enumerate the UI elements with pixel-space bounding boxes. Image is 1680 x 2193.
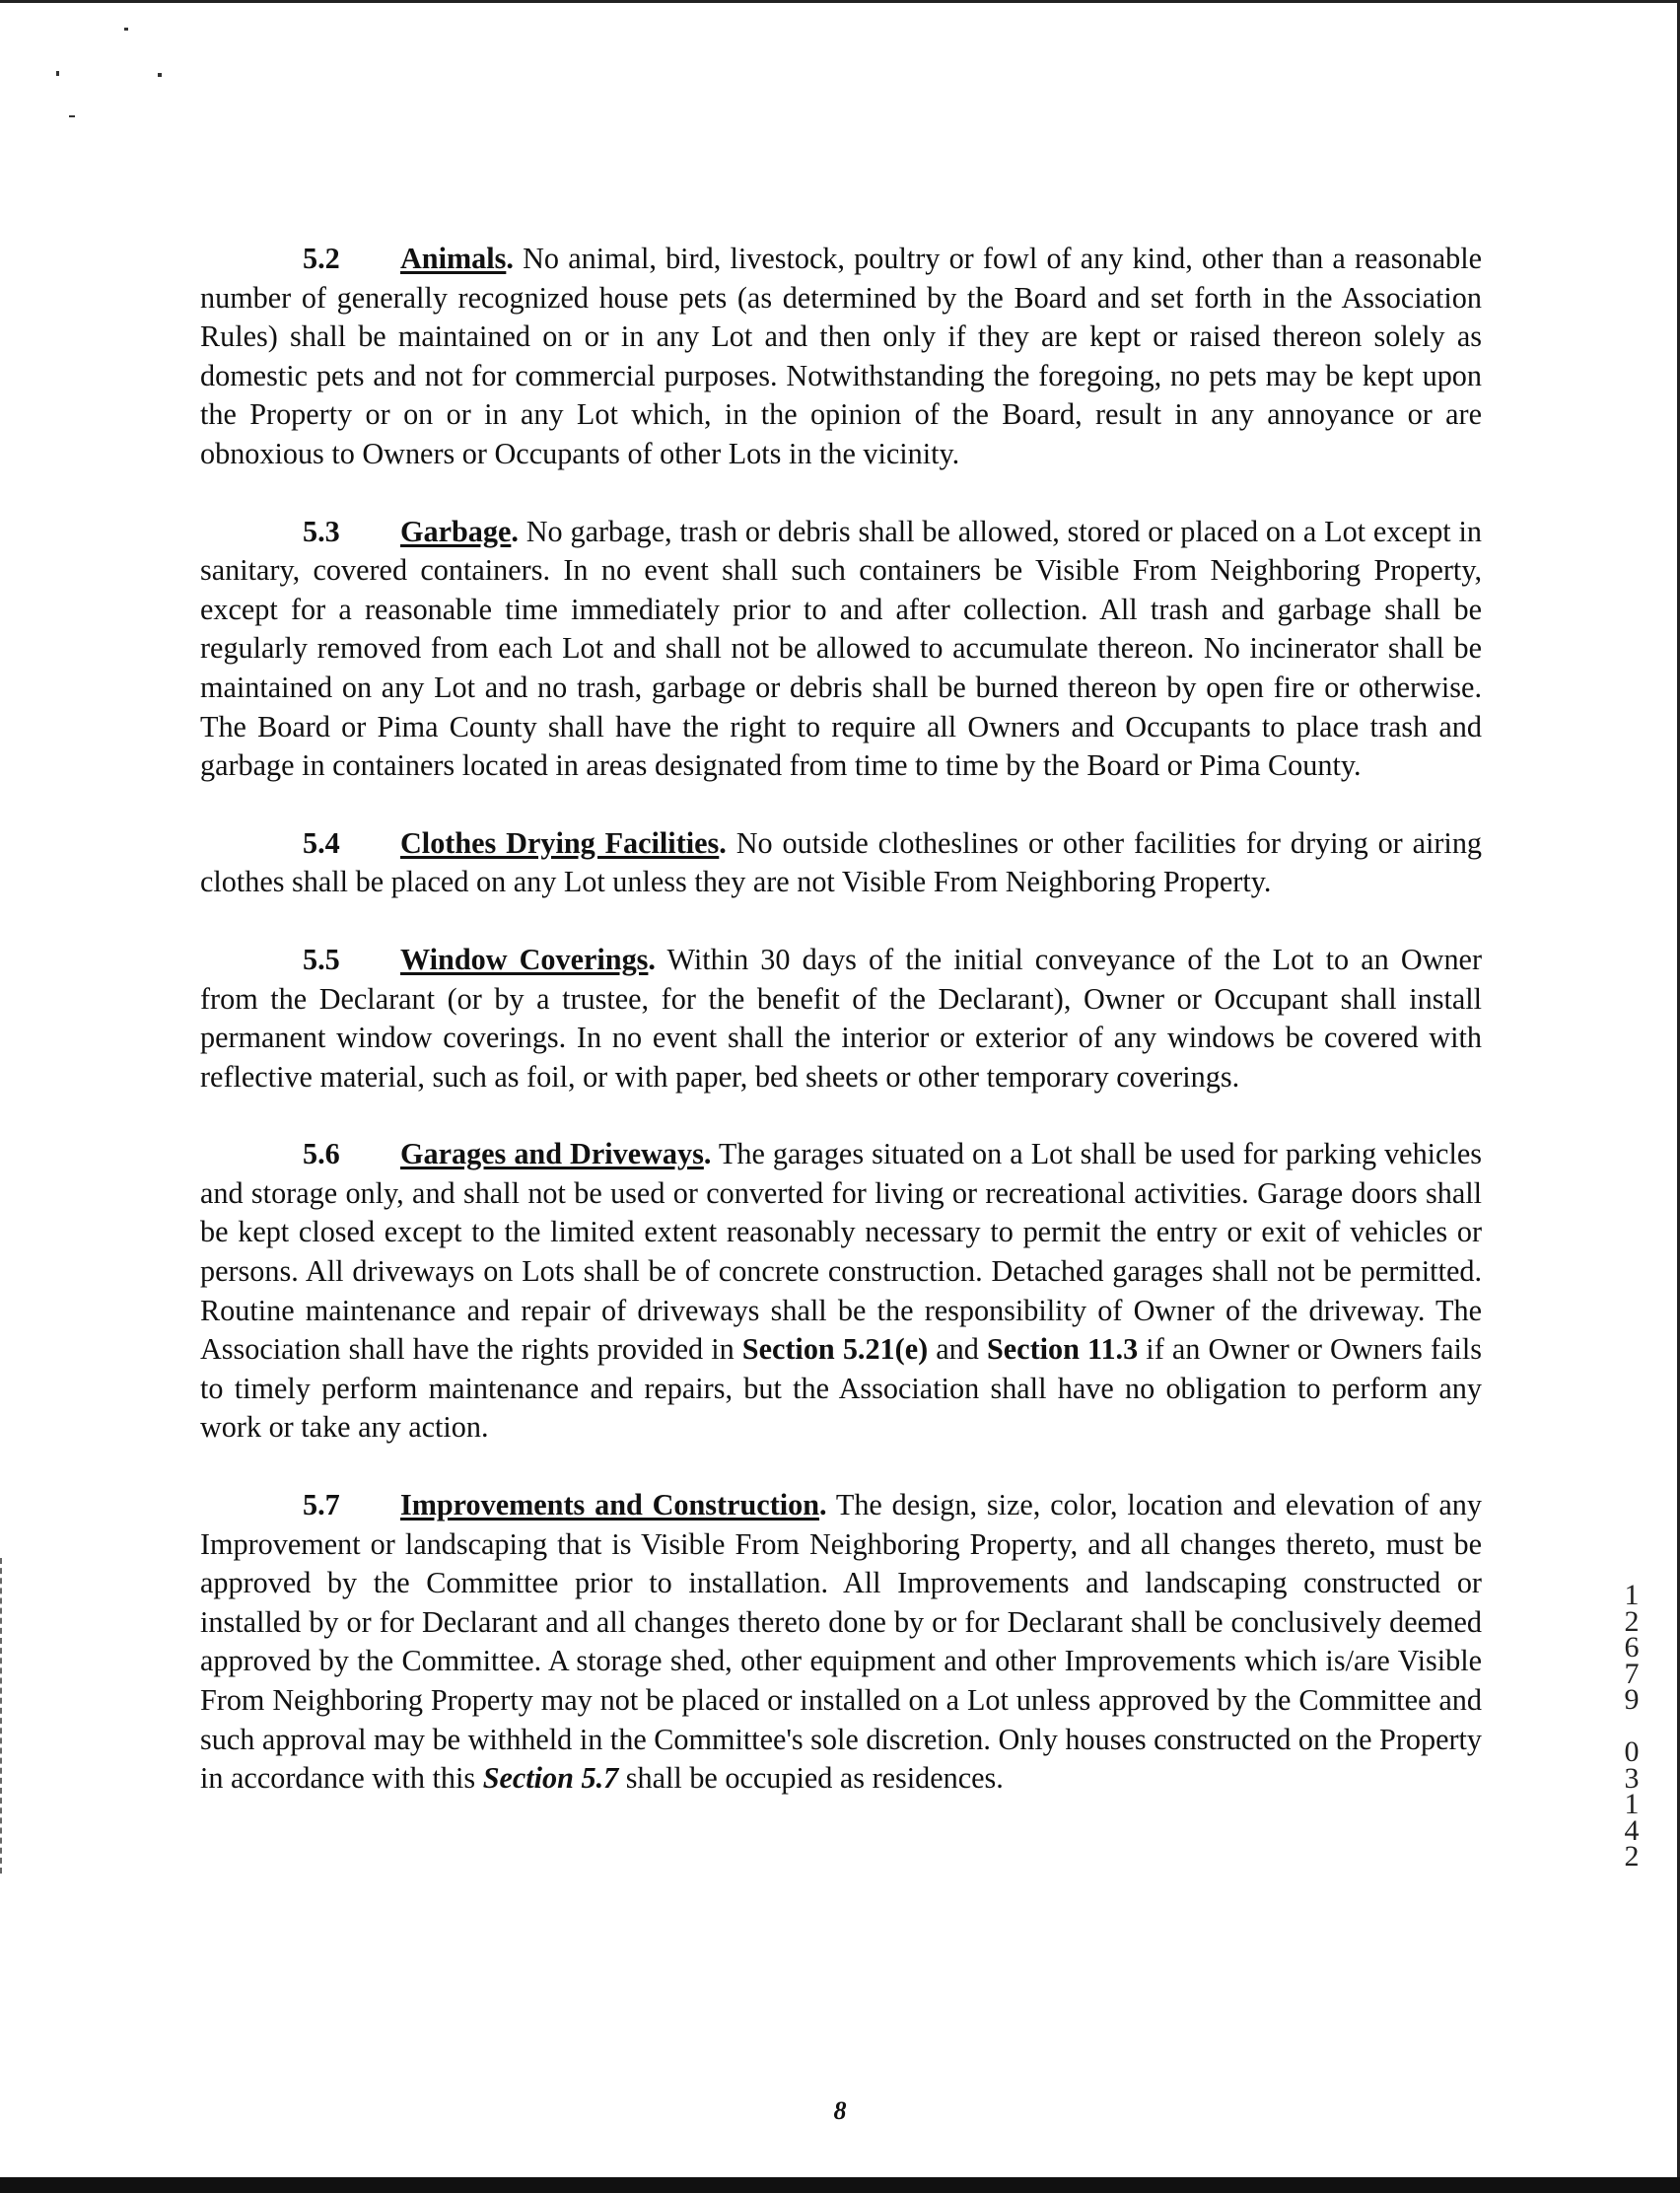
section-number: 5.2 bbox=[303, 242, 340, 275]
page-number: 8 bbox=[833, 2096, 847, 2125]
section-text: and bbox=[928, 1332, 987, 1367]
section-text: No outside clotheslines or other facilities for drying or airing clothes shall be placed on any Lot unless they are not Visible From Neighboring Property. bbox=[200, 825, 1483, 899]
scan-speck bbox=[56, 71, 59, 76]
section-heading: Garages and Driveways bbox=[400, 1137, 704, 1171]
section-number: 5.7 bbox=[303, 1488, 340, 1522]
section-heading: Improvements and Construction bbox=[400, 1488, 820, 1522]
section-text: shall be occupied as residences. bbox=[618, 1761, 1004, 1796]
stamp-digit: 1 bbox=[1624, 1788, 1640, 1820]
document-page bbox=[200, 240, 1482, 1837]
section-text: No animal, bird, livestock, poultry or fowl of any kind, other than a reasonable number of generally recognized house pets (as determined by the Board and set forth in the Association Rules) shall be maintained on or in any Lot and then only if they are kept or raised thereon solely as domestic pets and not for commercial purposes. Notwithstanding the foregoing, no pets may be kept upon the Property or on or in any Lot which, in the opinion of the Board, result in any annoyance or are obnoxious to Owners or Occupants of other Lots in the vicinity. bbox=[200, 242, 1483, 470]
section-text: if an Owner or Owners fails to timely perform maintenance and repairs, but the Association shall have no obligation to perform any work or take any action. bbox=[200, 1332, 1482, 1445]
section-5-4: 5.4 Clothes Drying Facilities. No outside clotheslines or other facilities for drying or airing clothes shall be placed on any Lot unless they are not Visible From Neighboring Property. bbox=[200, 825, 1483, 899]
section-5-6: 5.6 Garages and Driveways. The garages situated on a Lot shall be used for parking vehicles and storage only, and shall not be used or converted for living or recreational activities. Garage doors shall be kept closed except to the limited extent reasonably necessary to permit the entry or exit of vehicles or persons. All driveways on Lots shall be of concrete construction. Detached garages shall not be permitted. Routine maintenance and repair of driveways shall be the responsibility of Owner of the driveway. The Association shall have the rights provided in Section 5.21(e) and Section 11.3 if an Owner or Owners fails to timely perform maintenance and repairs, but the Association shall have no obligation to perform any work or take any action. bbox=[200, 1137, 1482, 1445]
section-5-3: 5.3 Garbage. No garbage, trash or debris shall be allowed, stored or placed on a Lot except in sanitary, covered containers. In no event shall such containers be Visible From Neighboring Property, except for a reasonable time immediately prior to and after collection. All trash and garbage shall be regularly removed from each Lot and shall not be allowed to accumulate thereon. No incinerator shall be maintained on any Lot and no trash, garbage or debris shall be burned thereon by open fire or otherwise. The Board or Pima County shall have the right to require all Owners and Occupants to place trash and garbage in containers located in areas designated from time to time by the Board or Pima County. bbox=[200, 514, 1482, 783]
scan-speck bbox=[158, 73, 162, 77]
stamp-digit: 3 bbox=[1624, 1761, 1640, 1795]
section-number: 5.4 bbox=[303, 825, 340, 860]
section-5-5: 5.5 Window Coverings. Within 30 days of the initial conveyance of the Lot to an Owner from the Declarant (or by a trustee, for the benefit of the Declarant), Owner or Occupant shall install permanent window coverings. In no event shall the interior or exterior of any windows be covered with reflective material, such as foil, or with paper, bed sheets or other temporary coverings. bbox=[200, 942, 1482, 1094]
section-text: Within 30 days of the initial conveyance of the Lot to an Owner from the Declarant (or by a trustee, for the benefit of the Declarant), Owner or Occupant shall install permanent window coverings. In no event shall the interior or exterior of any windows be covered with reflective material, such as foil, or with paper, bed sheets or other temporary coverings. bbox=[200, 942, 1482, 1094]
stamp-digit: 7 bbox=[1624, 1657, 1640, 1690]
scan-edge-marks bbox=[0, 1558, 5, 1874]
section-5-2: 5.2 Animals. No animal, bird, livestock, poultry or fowl of any kind, other than a reasonable number of generally recognized house pets (as determined by the Board and set forth in the Association Rules) shall be maintained on or in any Lot and then only if they are kept or raised thereon solely as domestic pets and not for commercial purposes. Notwithstanding the foregoing, no pets may be kept upon the Property or on or in any Lot which, in the opinion of the Board, result in any annoyance or are obnoxious to Owners or Occupants of other Lots in the vicinity. bbox=[200, 242, 1483, 470]
section-heading: Clothes Drying Facilities bbox=[400, 825, 720, 860]
scan-border-bottom bbox=[0, 2177, 1680, 2193]
section-number: 5.3 bbox=[303, 514, 340, 548]
scan-speck bbox=[69, 115, 75, 117]
stamp-digit: 1 bbox=[1624, 1579, 1640, 1611]
scan-border-top bbox=[0, 0, 1680, 3]
stamp-digit: 9 bbox=[1624, 1683, 1640, 1716]
stamp-digit: 6 bbox=[1624, 1631, 1640, 1663]
scan-speck bbox=[124, 28, 128, 31]
stamp-digit: 2 bbox=[1624, 1840, 1640, 1873]
stamp-digit: 2 bbox=[1624, 1604, 1640, 1638]
stamp-digit: 0 bbox=[1624, 1735, 1640, 1768]
section-5-7: 5.7 Improvements and Construction. The design, size, color, location and elevation of any Improvement or landscaping that is Visible From Neighboring Property, and all changes thereto, must be approved by the Committee prior to installation. All Improvements and landscaping constructed or installed by or for Declarant and all changes thereto done by or for Declarant shall be conclusively deemed approved by the Committee. A storage shed, other equipment and other Improvements which is/are Visible From Neighboring Property may not be placed or installed on a Lot unless approved by the Committee and such approval may be withheld in the Committee's sole discretion. Only houses constructed on the Property in accordance with this Section 5.7 shall be occupied as residences. bbox=[200, 1488, 1482, 1796]
recording-number-stamp bbox=[1614, 1579, 1649, 1873]
section-number: 5.5 bbox=[303, 942, 340, 976]
section-number: 5.6 bbox=[303, 1137, 340, 1171]
section-reference: Section 5.7 bbox=[482, 1761, 619, 1796]
section-heading: Animals bbox=[400, 242, 507, 275]
section-reference: Section 5.21(e) bbox=[741, 1332, 929, 1367]
section-text: No garbage, trash or debris shall be allowed, stored or placed on a Lot except in sanitary, covered containers. In no event shall such containers be Visible From Neighboring Property, except for a reasonable time immediately prior to and after collection. All trash and garbage shall be regularly removed from each Lot and shall not be allowed to accumulate thereon. No incinerator shall be maintained on any Lot and no trash, garbage or debris shall be burned thereon by open fire or otherwise. The Board or Pima County shall have the right to require all Owners and Occupants to place trash and garbage in containers located in areas designated from time to time by the Board or Pima County. bbox=[200, 514, 1482, 783]
section-text: The garages situated on a Lot shall be used for parking vehicles and storage only, and shall not be used or converted for living or recreational activities. Garage doors shall be kept closed except to the limited extent reasonably necessary to permit the entry or exit of vehicles or persons. All driveways on Lots shall be of concrete construction. Detached garages shall not be permitted. Routine maintenance and repair of driveways shall be the responsibility of Owner of the driveway. The Association shall have the rights provided in bbox=[200, 1137, 1482, 1367]
stamp-digit: 4 bbox=[1624, 1813, 1640, 1847]
section-text: The design, size, color, location and elevation of any Improvement or landscaping that is Visible From Neighboring Property, and all changes thereto, must be approved by the Committee prior to installation. All Improvements and landscaping constructed or installed by or for Declarant and all changes thereto done by or for Declarant shall be conclusively deemed approved by the Committee. A storage shed, other equipment and other Improvements which is/are Visible From Neighboring Property may not be placed or installed on a Lot unless approved by the Committee and such approval may be withheld in the Committee's sole discretion. Only houses constructed on the Property in accordance with this bbox=[200, 1488, 1482, 1796]
section-heading: Window Coverings bbox=[400, 942, 649, 976]
section-heading: Garbage bbox=[400, 514, 512, 548]
section-reference: Section 11.3 bbox=[986, 1332, 1139, 1367]
